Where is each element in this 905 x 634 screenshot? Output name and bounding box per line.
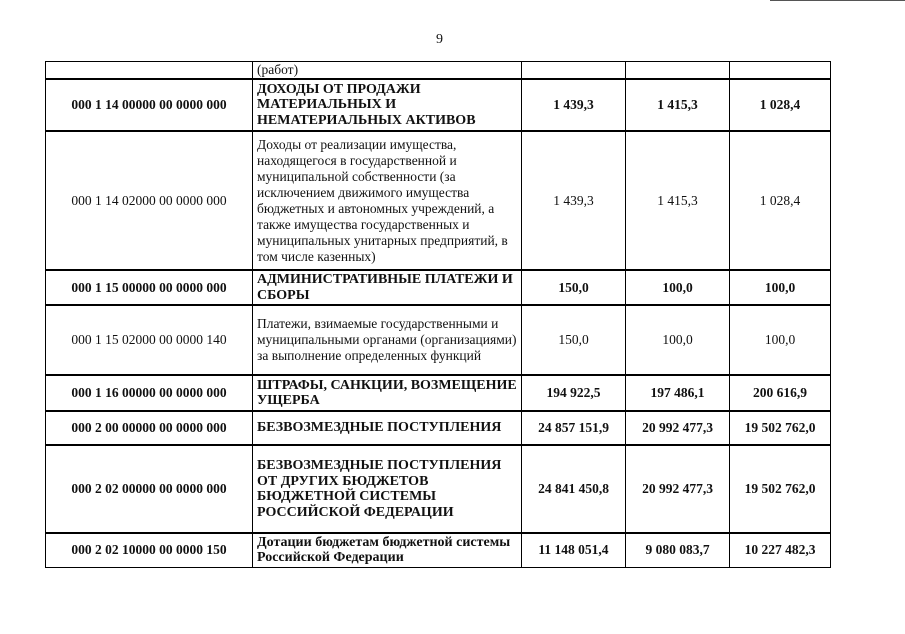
row-value-1: 11 148 051,4 — [522, 533, 626, 567]
row-value-3: 100,0 — [730, 305, 831, 375]
row-code: 000 2 02 10000 00 0000 150 — [46, 533, 253, 567]
table-row — [46, 375, 831, 411]
table-row — [46, 445, 831, 533]
row-value-2: 1 415,3 — [626, 131, 730, 270]
row-code: 000 1 14 02000 00 0000 000 — [46, 131, 253, 270]
row-value-1 — [522, 62, 626, 80]
row-code: 000 2 02 00000 00 0000 000 — [46, 445, 253, 533]
page-number: 9 — [436, 32, 443, 47]
row-name: Доходы от реализации имущества, находящегося в государственной и муниципальной собственности (за исключением движимого имущества бюджетных и автономных учреждений, а также имущества государственных и муниципальных унитарных предприятий, в том числе казенных) — [253, 131, 522, 270]
row-name: Дотации бюджетам бюджетной системы Российской Федерации — [253, 533, 522, 567]
row-value-2: 9 080 083,7 — [626, 533, 730, 567]
row-code: 000 1 15 00000 00 0000 000 — [46, 270, 253, 305]
row-value-2: 20 992 477,3 — [626, 445, 730, 533]
row-value-3: 10 227 482,3 — [730, 533, 831, 567]
row-value-1: 24 857 151,9 — [522, 411, 626, 445]
row-value-1: 150,0 — [522, 270, 626, 305]
row-value-1: 150,0 — [522, 305, 626, 375]
table-row — [46, 62, 831, 80]
row-code: 000 1 14 00000 00 0000 000 — [46, 79, 253, 131]
row-value-2: 100,0 — [626, 305, 730, 375]
row-value-2: 100,0 — [626, 270, 730, 305]
row-code: 000 2 00 00000 00 0000 000 — [46, 411, 253, 445]
row-value-3: 19 502 762,0 — [730, 411, 831, 445]
top-edge-line — [770, 0, 905, 1]
row-value-2 — [626, 62, 730, 80]
row-value-1: 24 841 450,8 — [522, 445, 626, 533]
row-code: 000 1 16 00000 00 0000 000 — [46, 375, 253, 411]
table-row — [46, 533, 831, 567]
row-value-1: 1 439,3 — [522, 131, 626, 270]
row-name: ДОХОДЫ ОТ ПРОДАЖИ МАТЕРИАЛЬНЫХ И НЕМАТЕРИАЛЬНЫХ АКТИВОВ — [253, 79, 522, 131]
table-row — [46, 411, 831, 445]
row-value-3: 1 028,4 — [730, 131, 831, 270]
row-name: БЕЗВОЗМЕЗДНЫЕ ПОСТУПЛЕНИЯ — [253, 411, 522, 445]
table-row — [46, 79, 831, 131]
row-name: ШТРАФЫ, САНКЦИИ, ВОЗМЕЩЕНИЕ УЩЕРБА — [253, 375, 522, 411]
table-row — [46, 270, 831, 305]
row-value-3: 100,0 — [730, 270, 831, 305]
row-value-2: 20 992 477,3 — [626, 411, 730, 445]
budget-revenue-table — [45, 61, 831, 568]
row-code: 000 1 15 02000 00 0000 140 — [46, 305, 253, 375]
row-name: Платежи, взимаемые государственными и муниципальными органами (организациями) за выполнение определенных функций — [253, 305, 522, 375]
row-value-3: 200 616,9 — [730, 375, 831, 411]
row-value-2: 1 415,3 — [626, 79, 730, 131]
row-value-2: 197 486,1 — [626, 375, 730, 411]
row-value-3: 19 502 762,0 — [730, 445, 831, 533]
row-name: БЕЗВОЗМЕЗДНЫЕ ПОСТУПЛЕНИЯ ОТ ДРУГИХ БЮДЖЕТОВ БЮДЖЕТНОЙ СИСТЕМЫ РОССИЙСКОЙ ФЕДЕРАЦИИ — [253, 445, 522, 533]
row-value-3: 1 028,4 — [730, 79, 831, 131]
row-value-1: 194 922,5 — [522, 375, 626, 411]
row-value-1: 1 439,3 — [522, 79, 626, 131]
row-value-3 — [730, 62, 831, 80]
row-name: АДМИНИСТРАТИВНЫЕ ПЛАТЕЖИ И СБОРЫ — [253, 270, 522, 305]
table-row — [46, 305, 831, 375]
row-code — [46, 62, 253, 80]
row-name: (работ) — [253, 62, 522, 80]
table-row — [46, 131, 831, 270]
